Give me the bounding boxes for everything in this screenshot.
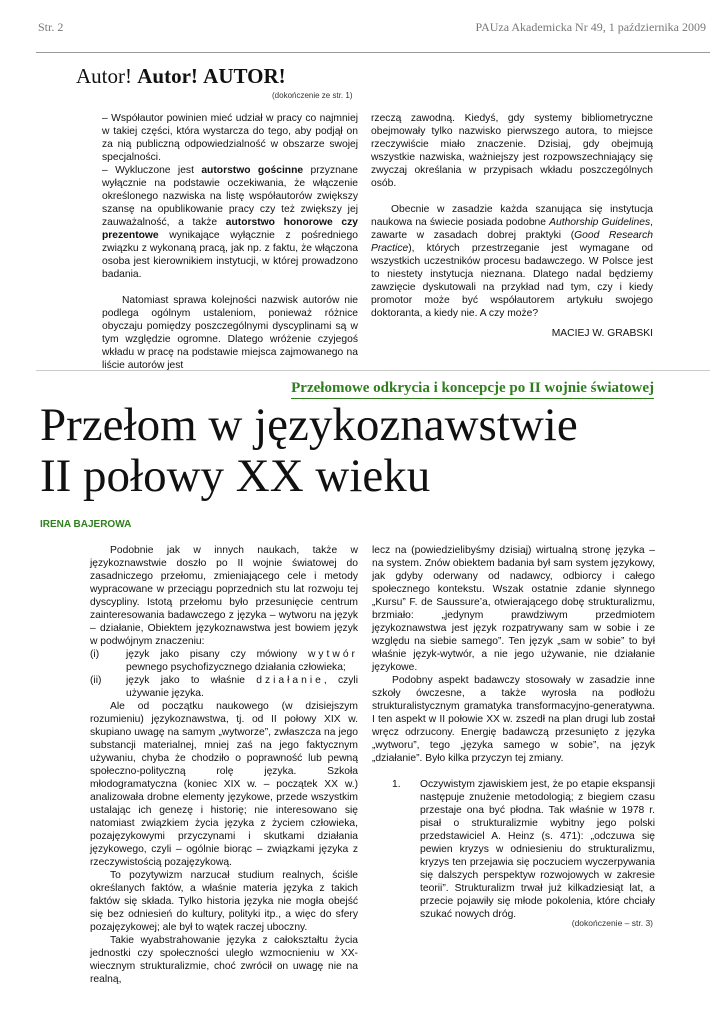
list-text: język jako to właśnie działanie, czyli używanie języka. xyxy=(126,675,358,699)
title-line-1: Przełom w językoznawstwie xyxy=(40,399,578,451)
header-divider xyxy=(36,52,710,53)
paragraph: Natomiast sprawa kolejności nazwisk autorów nie podlega ogólnym ustaleniom, ponieważ różnice obyczaju pomiędzy poszczególnymi dyscyplinami są w tym względzie ogromne. Dlatego wróżenie czyjegoś wkładu w pracę na podstawie miejsca zajmowanego na liście autorów jest xyxy=(102,295,358,371)
title-line-2: II połowy XX wieku xyxy=(40,450,431,502)
list-text: Oczywistym zjawiskiem jest, że po etapie ekspansji następuje znużenie metodologią; z biegiem czasu przestaje ona być płodna. Tak właśnie w 1978 r. pisał o strukturalizmie wybitny jego polski przedstawiciel A. Heinz (s. 471): „odczuwa się pewien kryzys w odniesieniu do strukturalizmu, kryzys ten przejawia się poczuciem wyczerpywania się dalszych perspektyw rozwojowych w zakresie teorii”. Strukturalizm trwał już kilkadziesiąt lat, a przecie pojawiły się młode pokolenia, które chciały szukać nowych dróg. xyxy=(420,779,655,920)
title-part-3: AUTOR! xyxy=(203,64,286,88)
title-part-1: Autor! xyxy=(76,64,132,88)
paragraph: – Wykluczone jest autorstwo gościnne przyznane wyłącznie na podstawie oczekiwania, że włączenie określonego nazwiska na listę współautorów zwiększy szansę na opublikowanie pracy czy też zwiększy jej zauważalność, a także autorstwo honorowe czy prezentowe wynikające wyłącznie z pośredniego związku z wykonaną pracą, jak np. z faktu, że włączona osoba jest kierownikiem instytucji, w której prowadzono badania. xyxy=(102,165,358,280)
paragraph: Takie wyabstrahowanie języka z całokształtu życia jednostki czy społeczności uległo wzmocnieniu w XX-wiecznym strukturalizmie, choć zwrócił on uwagę nie na realną, xyxy=(90,935,358,985)
article1-title xyxy=(76,64,286,89)
paragraph: Podobnie jak w innych naukach, także w językoznawstwie doszło po II wojnie światowej do zasadniczego przełomu, zmieniającego cele i metody wypracowane w przeciągu poprzednich stu lat rozwoju tej dyscypliny. Istotą przełomu było przesunięcie centrum zainteresowania badawczego z języka – wytworu na język – działanie, Obiektem językoznawstwa jest bowiem język w podwójnym znaczeniu: xyxy=(90,545,358,647)
article2-author: IRENA BAJEROWA xyxy=(40,519,132,530)
list-item xyxy=(90,674,358,700)
paragraph: Ale od początku naukowego (w dzisiejszym rozumieniu) językoznawstwa, tj. od II połowy XIX w. skupiano uwagę na samym „wytworze”, zwłaszcza na jego substancji materialnej, mniej zaś na jego faktycznym używaniu, chyba że chodziło o poprawność lub pewną społeczno-polityczną rolę języka. Szkoła młodogramatyczna (koniec XIX w. – początek XX w.) analizowała drobne elementy językowe, przede wszystkim ustalając ich genezę i historię; nie interesowano się natomiast związkiem życia języka z życiem człowieka, pozajęzykowymi przyczynami i skutkami działania językowego, czyli – ogólnie biorąc – związkami języka z rzeczywistością pozajęzykową. xyxy=(90,701,358,868)
continued-from-note: (dokończenie ze str. 1) xyxy=(272,91,353,100)
section-heading: Przełomowe odkrycia i koncepcje po II wojnie światowej xyxy=(291,380,654,399)
list-item xyxy=(372,778,655,921)
author-signature: MACIEJ W. GRABSKI xyxy=(551,328,653,339)
list-marker: (ii) xyxy=(90,675,102,686)
paragraph: To pozytywizm narzucał studium realnych, ściśle określanych faktów, a właśnie materia języka z takich faktów się składa. Tylko historia języka nie mogła obejść się bez odniesień do kultury, polityki itp., a więc do sfery pozajęzykowej; ale był to wątek raczej uboczny. xyxy=(90,870,358,933)
article2-title xyxy=(40,400,578,502)
list-text: język jako pisany czy mówiony wytwór pewnego psychofizycznego działania człowieka; xyxy=(126,649,358,673)
paragraph: – Współautor powinien mieć udział w pracy co najmniej w takiej części, która wystarcza do tego, aby podjął on za nią publiczną odpowiedzialność w obszarze swojej specjalności. xyxy=(102,113,358,163)
paragraph: Obecnie w zasadzie każda szanująca się instytucja naukowa na świecie posiada podobne Authorship Guidelines, zawarte w zasadach dobrej praktyki (Good Research Practice), których przestrzeganie jest wymagane od wszystkich uczestników procesu badawczego. W Polsce jest to niestety instytucja nieznana. Dlatego nadal będziemy zawzięcie dyskutowali na przykład nad tym, czy i kiedy promotor może być współautorem artykułu swojego doktoranta, a kiedy nie. A czy może? xyxy=(371,204,653,319)
article2-left-column xyxy=(90,544,358,986)
list-marker: (i) xyxy=(90,649,100,660)
article1-left-column xyxy=(102,112,358,372)
continued-note: (dokończenie – str. 3) xyxy=(571,918,653,928)
title-part-2: Autor! xyxy=(137,64,198,88)
article2-right-column xyxy=(372,544,655,921)
paragraph: Podobny aspekt badawczy stosowały w zasadzie inne szkoły ówczesne, a także wyrosła na podłożu strukturalistycznym gramatyka transformacyjno-generatywna. I ten aspekt w II połowie XX w. zszedł na plan drugi lub został wręcz odrzucony. Energię badawczą przesunięto z języka „wytworu”, tego „języka samego w sobie”, na język „działanie”. Było kilka przyczyn tej zmiany. xyxy=(372,675,655,764)
list-item xyxy=(90,648,358,674)
issue-info: PAUza Akademicka Nr 49, 1 października 2009 xyxy=(475,20,706,34)
section-divider xyxy=(36,370,710,371)
paragraph: lecz na (powiedzielibyśmy dzisiaj) wirtualną stronę języka – na system. Znów obiektem badania był sam system językowy, jak gdyby oderwany od nadawcy, odbiorcy i całego społecznego kontekstu. Wszak ostatnie zdanie słynnego „Kursu” F. de Saussure’a, otwierającego dobę strukturalizmu, brzmiało: „jedynym prawdziwym przedmiotem językoznawstwa jest język rozpatrywany sam w sobie i ze względu na siebie samego”. Ten język „sam w sobie” to był właśnie język-wytwór, a nie jego używanie, nie działanie językowe. xyxy=(372,545,655,673)
article1-right-column xyxy=(371,112,653,320)
paragraph: rzeczą zawodną. Kiedyś, gdy systemy bibliometryczne obejmowały tylko nazwisko pierwszego autora, to miejsce rzeczywiście miało znaczenie. Dzisiaj, gdy obejmują wszystkie nazwiska, ważniejszy jest rozpowszechniający się zwyczaj określania w przypisach wkładu poszczególnych osób. xyxy=(371,113,653,189)
page-number: Str. 2 xyxy=(38,20,64,34)
list-marker: 1. xyxy=(392,779,401,790)
